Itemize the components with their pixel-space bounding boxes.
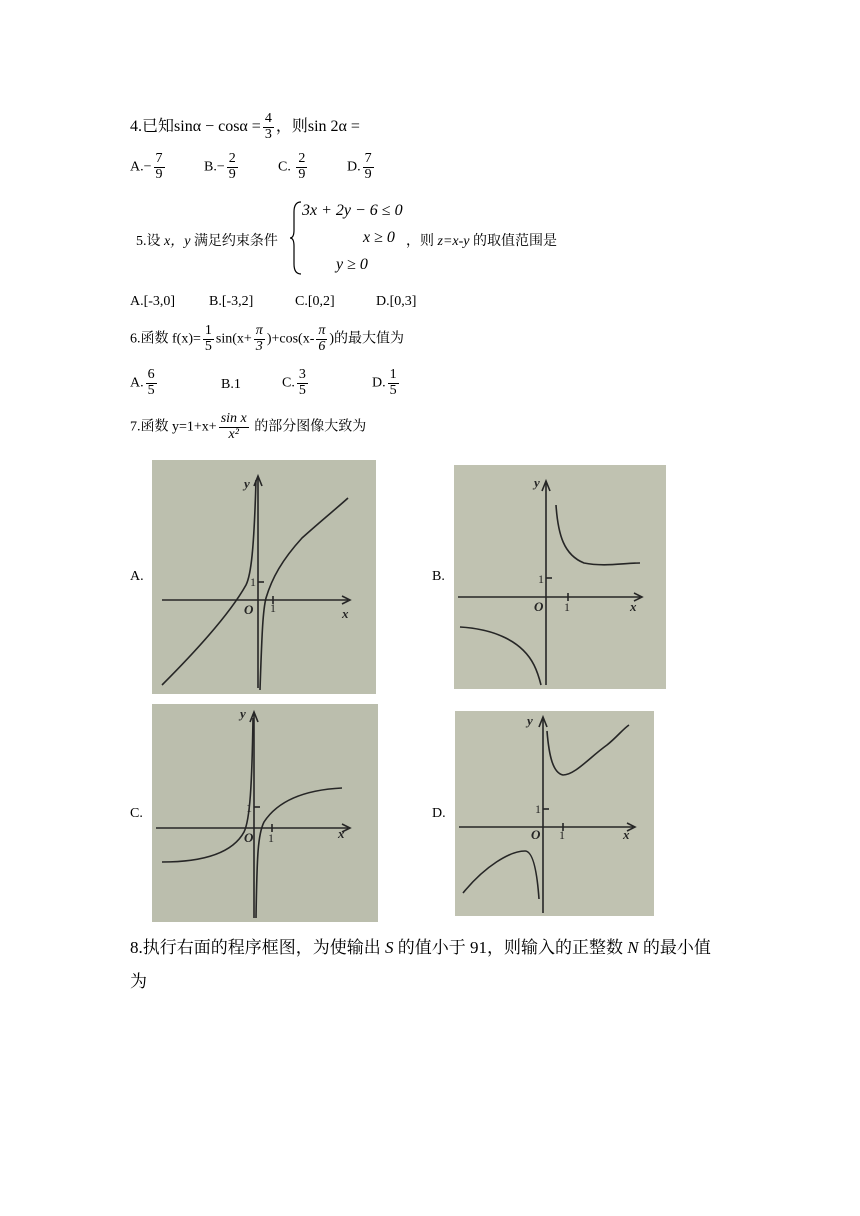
graph-c-ytick-label: 1 bbox=[246, 801, 252, 815]
q7-stem: 7.函数 y=1+x+ $\frac{\text{sin x}}{\text{x²}}$ 的部分图像大致为 bbox=[130, 411, 367, 442]
graph-c-xtick-label: 1 bbox=[268, 831, 274, 845]
q5-constraint-2: x ≥ 0 bbox=[363, 229, 395, 246]
q5-stem-right: ，则 z=x-y 的取值范围是 bbox=[406, 234, 557, 249]
graph-c bbox=[152, 704, 378, 922]
q6-option-c: C. $\frac{3}{5}$ bbox=[282, 367, 306, 398]
q8-line-1: 8.执行右面的程序框图，为使输出 S 的值小于 91，则输入的正整数 N 的最小值 bbox=[130, 938, 711, 957]
graph-b bbox=[454, 465, 666, 689]
q4-target: sin 2α = bbox=[307, 117, 360, 135]
graph-d-origin-label: O bbox=[531, 827, 541, 842]
q5-constraint-1: 3x + 2y − 6 ≤ 0 bbox=[302, 202, 403, 219]
q5-option-c: C.[0,2] bbox=[295, 294, 335, 309]
q4-fraction: $\frac{4}{3}$ bbox=[264, 111, 272, 142]
graph-a-origin-label: O bbox=[244, 602, 254, 617]
graph-a-ytick-label: 1 bbox=[250, 575, 256, 589]
graph-b-origin-label: O bbox=[534, 599, 544, 614]
q6-option-d: D. $\frac{1}{5}$ bbox=[372, 367, 397, 398]
q5-option-a: A.[-3,0] bbox=[130, 294, 176, 309]
graph-c-y-label: y bbox=[240, 706, 246, 721]
q4-prefix: 4.已知 bbox=[130, 117, 175, 135]
q8-line-2: 为 bbox=[130, 972, 147, 991]
q4-suffix: ，则 bbox=[275, 117, 308, 135]
graph-b-ytick-label: 1 bbox=[538, 572, 544, 586]
q5-stem-left: 5.设 x，y 满足约束条件 bbox=[136, 234, 278, 249]
q7-option-d-label: D. bbox=[432, 806, 446, 821]
graph-b-y-label: y bbox=[534, 475, 540, 490]
graph-d-xtick-label: 1 bbox=[559, 828, 565, 842]
q5-option-d: D.[0,3] bbox=[376, 294, 417, 309]
q6-option-a: A. $\frac{6}{5}$ bbox=[130, 367, 155, 398]
graph-a-y-label: y bbox=[244, 476, 250, 491]
graph-d-ytick-label: 1 bbox=[535, 802, 541, 816]
graph-d-y-label: y bbox=[527, 713, 533, 728]
q4-stem bbox=[130, 112, 360, 142]
q7-option-b-label: B. bbox=[432, 569, 445, 584]
q4-option-d: D. $\frac{7}{9}$ bbox=[347, 151, 372, 182]
graph-b-x-label: x bbox=[630, 599, 637, 614]
q6-option-b: B.1 bbox=[221, 377, 241, 392]
graph-c-x-label: x bbox=[338, 826, 345, 841]
q4-option-b: B.− $\frac{2}{9}$ bbox=[204, 151, 236, 182]
q4-option-c: C. $\frac{2}{9}$ bbox=[278, 151, 306, 182]
q4-option-a: A.− $\frac{7}{9}$ bbox=[130, 151, 163, 182]
graph-b-xtick-label: 1 bbox=[564, 600, 570, 614]
q5-option-b: B.[-3,2] bbox=[209, 294, 254, 309]
graph-a-xtick-label: 1 bbox=[270, 601, 276, 615]
graph-d bbox=[455, 711, 654, 916]
graph-c-origin-label: O bbox=[244, 830, 254, 845]
graph-a-x-label: x bbox=[342, 606, 349, 621]
q7-option-a-label: A. bbox=[130, 569, 144, 584]
q5-constraint-3: y ≥ 0 bbox=[336, 256, 368, 273]
graph-a bbox=[152, 460, 376, 694]
q6-stem: 6.函数 f(x)= $\frac{1}{5}$ sin(x+ $\frac{\pi}{3}$ )+cos(x- $\frac{\pi}{6}$ )的最大值为 bbox=[130, 323, 405, 354]
q7-option-c-label: C. bbox=[130, 806, 143, 821]
q4-lhs: sinα − cosα = bbox=[174, 117, 261, 135]
q5-brace bbox=[289, 200, 303, 276]
graph-d-x-label: x bbox=[623, 827, 630, 842]
